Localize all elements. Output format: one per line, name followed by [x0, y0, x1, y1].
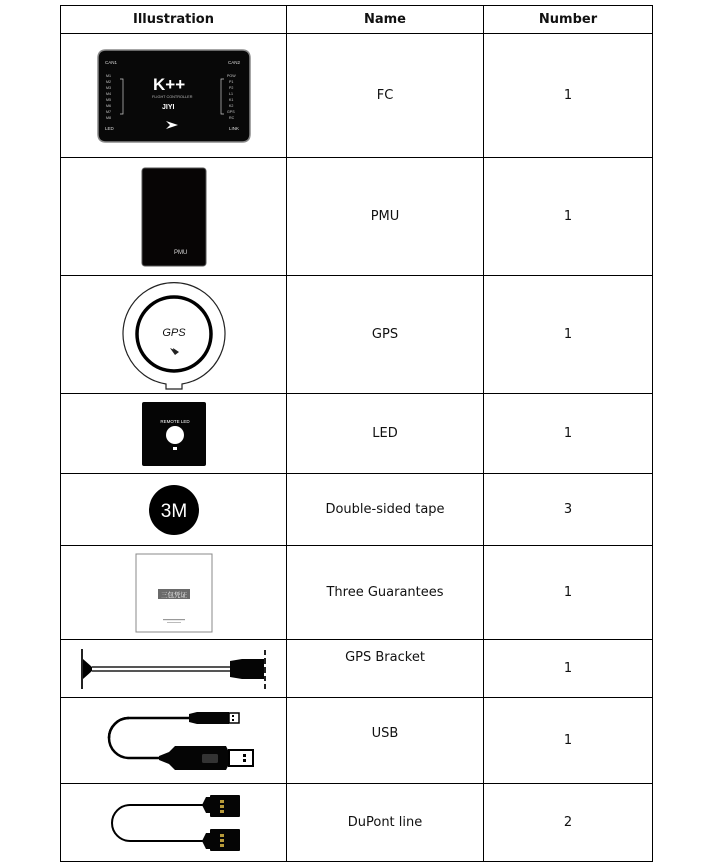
- table-row: [61, 276, 653, 394]
- item-name: FC: [287, 34, 484, 158]
- header-row: [61, 6, 653, 34]
- svg-text:M8: M8: [105, 115, 111, 120]
- item-name: GPS: [287, 276, 484, 394]
- item-name: LED: [287, 394, 484, 474]
- item-name: Double-sided tape: [287, 474, 484, 546]
- item-number: 2: [484, 784, 653, 862]
- table-row: [61, 474, 653, 546]
- svg-text:P1: P1: [228, 79, 233, 84]
- illustration-cell: [61, 474, 287, 546]
- svg-text:M3: M3: [105, 85, 111, 90]
- svg-text:K1: K1: [228, 97, 233, 102]
- illustration-cell: [61, 34, 287, 158]
- booklet-icon: [135, 553, 213, 633]
- svg-text:3M: 3M: [160, 500, 187, 522]
- svg-text:P2: P2: [228, 85, 233, 90]
- item-number: 1: [484, 640, 653, 698]
- svg-text:PMU: PMU: [173, 249, 187, 256]
- illustration-cell: [61, 546, 287, 640]
- illustration-cell: [61, 784, 287, 862]
- illustration-cell: [61, 640, 287, 698]
- svg-text:CAN1: CAN1: [104, 59, 117, 65]
- led-icon: [141, 401, 207, 467]
- item-name: Three Guarantees: [287, 546, 484, 640]
- svg-text:CAN2: CAN2: [227, 59, 240, 65]
- svg-text:M6: M6: [105, 103, 111, 108]
- illustration-cell: [61, 394, 287, 474]
- header-name: Name: [287, 6, 484, 34]
- item-number: 1: [484, 34, 653, 158]
- tape-icon: [148, 484, 200, 536]
- item-number: 1: [484, 546, 653, 640]
- table-row: [61, 546, 653, 640]
- gps-bracket-icon: [79, 647, 269, 691]
- item-number: 1: [484, 394, 653, 474]
- flight-controller-icon: [96, 48, 252, 144]
- header-illustration: Illustration: [61, 6, 287, 34]
- svg-text:JIYI: JIYI: [161, 103, 174, 111]
- svg-text:GPS: GPS: [226, 109, 235, 114]
- item-number: 1: [484, 698, 653, 784]
- illustration-cell: [61, 698, 287, 784]
- svg-text:M2: M2: [105, 79, 111, 84]
- table-row: [61, 158, 653, 276]
- table-row: [61, 784, 653, 862]
- gps-icon: [121, 279, 227, 391]
- svg-text:REMOTE LED: REMOTE LED: [159, 418, 190, 424]
- packing-list-table: [60, 5, 653, 862]
- illustration-cell: [61, 276, 287, 394]
- dupont-cable-icon: [94, 791, 254, 855]
- svg-text:M7: M7: [105, 109, 111, 114]
- svg-text:M5: M5: [105, 97, 111, 102]
- svg-text:POW: POW: [226, 73, 236, 78]
- table-row: [61, 698, 653, 784]
- svg-text:K2: K2: [228, 103, 233, 108]
- item-name: GPS Bracket: [287, 640, 484, 698]
- pmu-icon: [141, 167, 207, 267]
- svg-text:FLIGHT CONTROLLER: FLIGHT CONTROLLER: [151, 94, 192, 99]
- item-name: DuPont line: [287, 784, 484, 862]
- svg-text:M4: M4: [105, 91, 111, 96]
- item-name: USB: [287, 698, 484, 784]
- svg-text:L1: L1: [228, 91, 233, 96]
- header-number: Number: [484, 6, 653, 34]
- svg-text:M1: M1: [105, 73, 111, 78]
- svg-text:K++: K++: [152, 74, 185, 94]
- table-row: [61, 34, 653, 158]
- svg-text:RC: RC: [228, 115, 234, 120]
- usb-cable-icon: [89, 708, 259, 774]
- svg-text:三包凭证: 三包凭证: [160, 590, 187, 599]
- item-number: 1: [484, 276, 653, 394]
- table-row: [61, 394, 653, 474]
- item-number: 3: [484, 474, 653, 546]
- svg-text:GPS: GPS: [161, 326, 186, 339]
- illustration-cell: [61, 158, 287, 276]
- item-name: PMU: [287, 158, 484, 276]
- item-number: 1: [484, 158, 653, 276]
- svg-text:LED: LED: [104, 125, 114, 131]
- table-row: [61, 640, 653, 698]
- svg-text:LINK: LINK: [228, 125, 239, 131]
